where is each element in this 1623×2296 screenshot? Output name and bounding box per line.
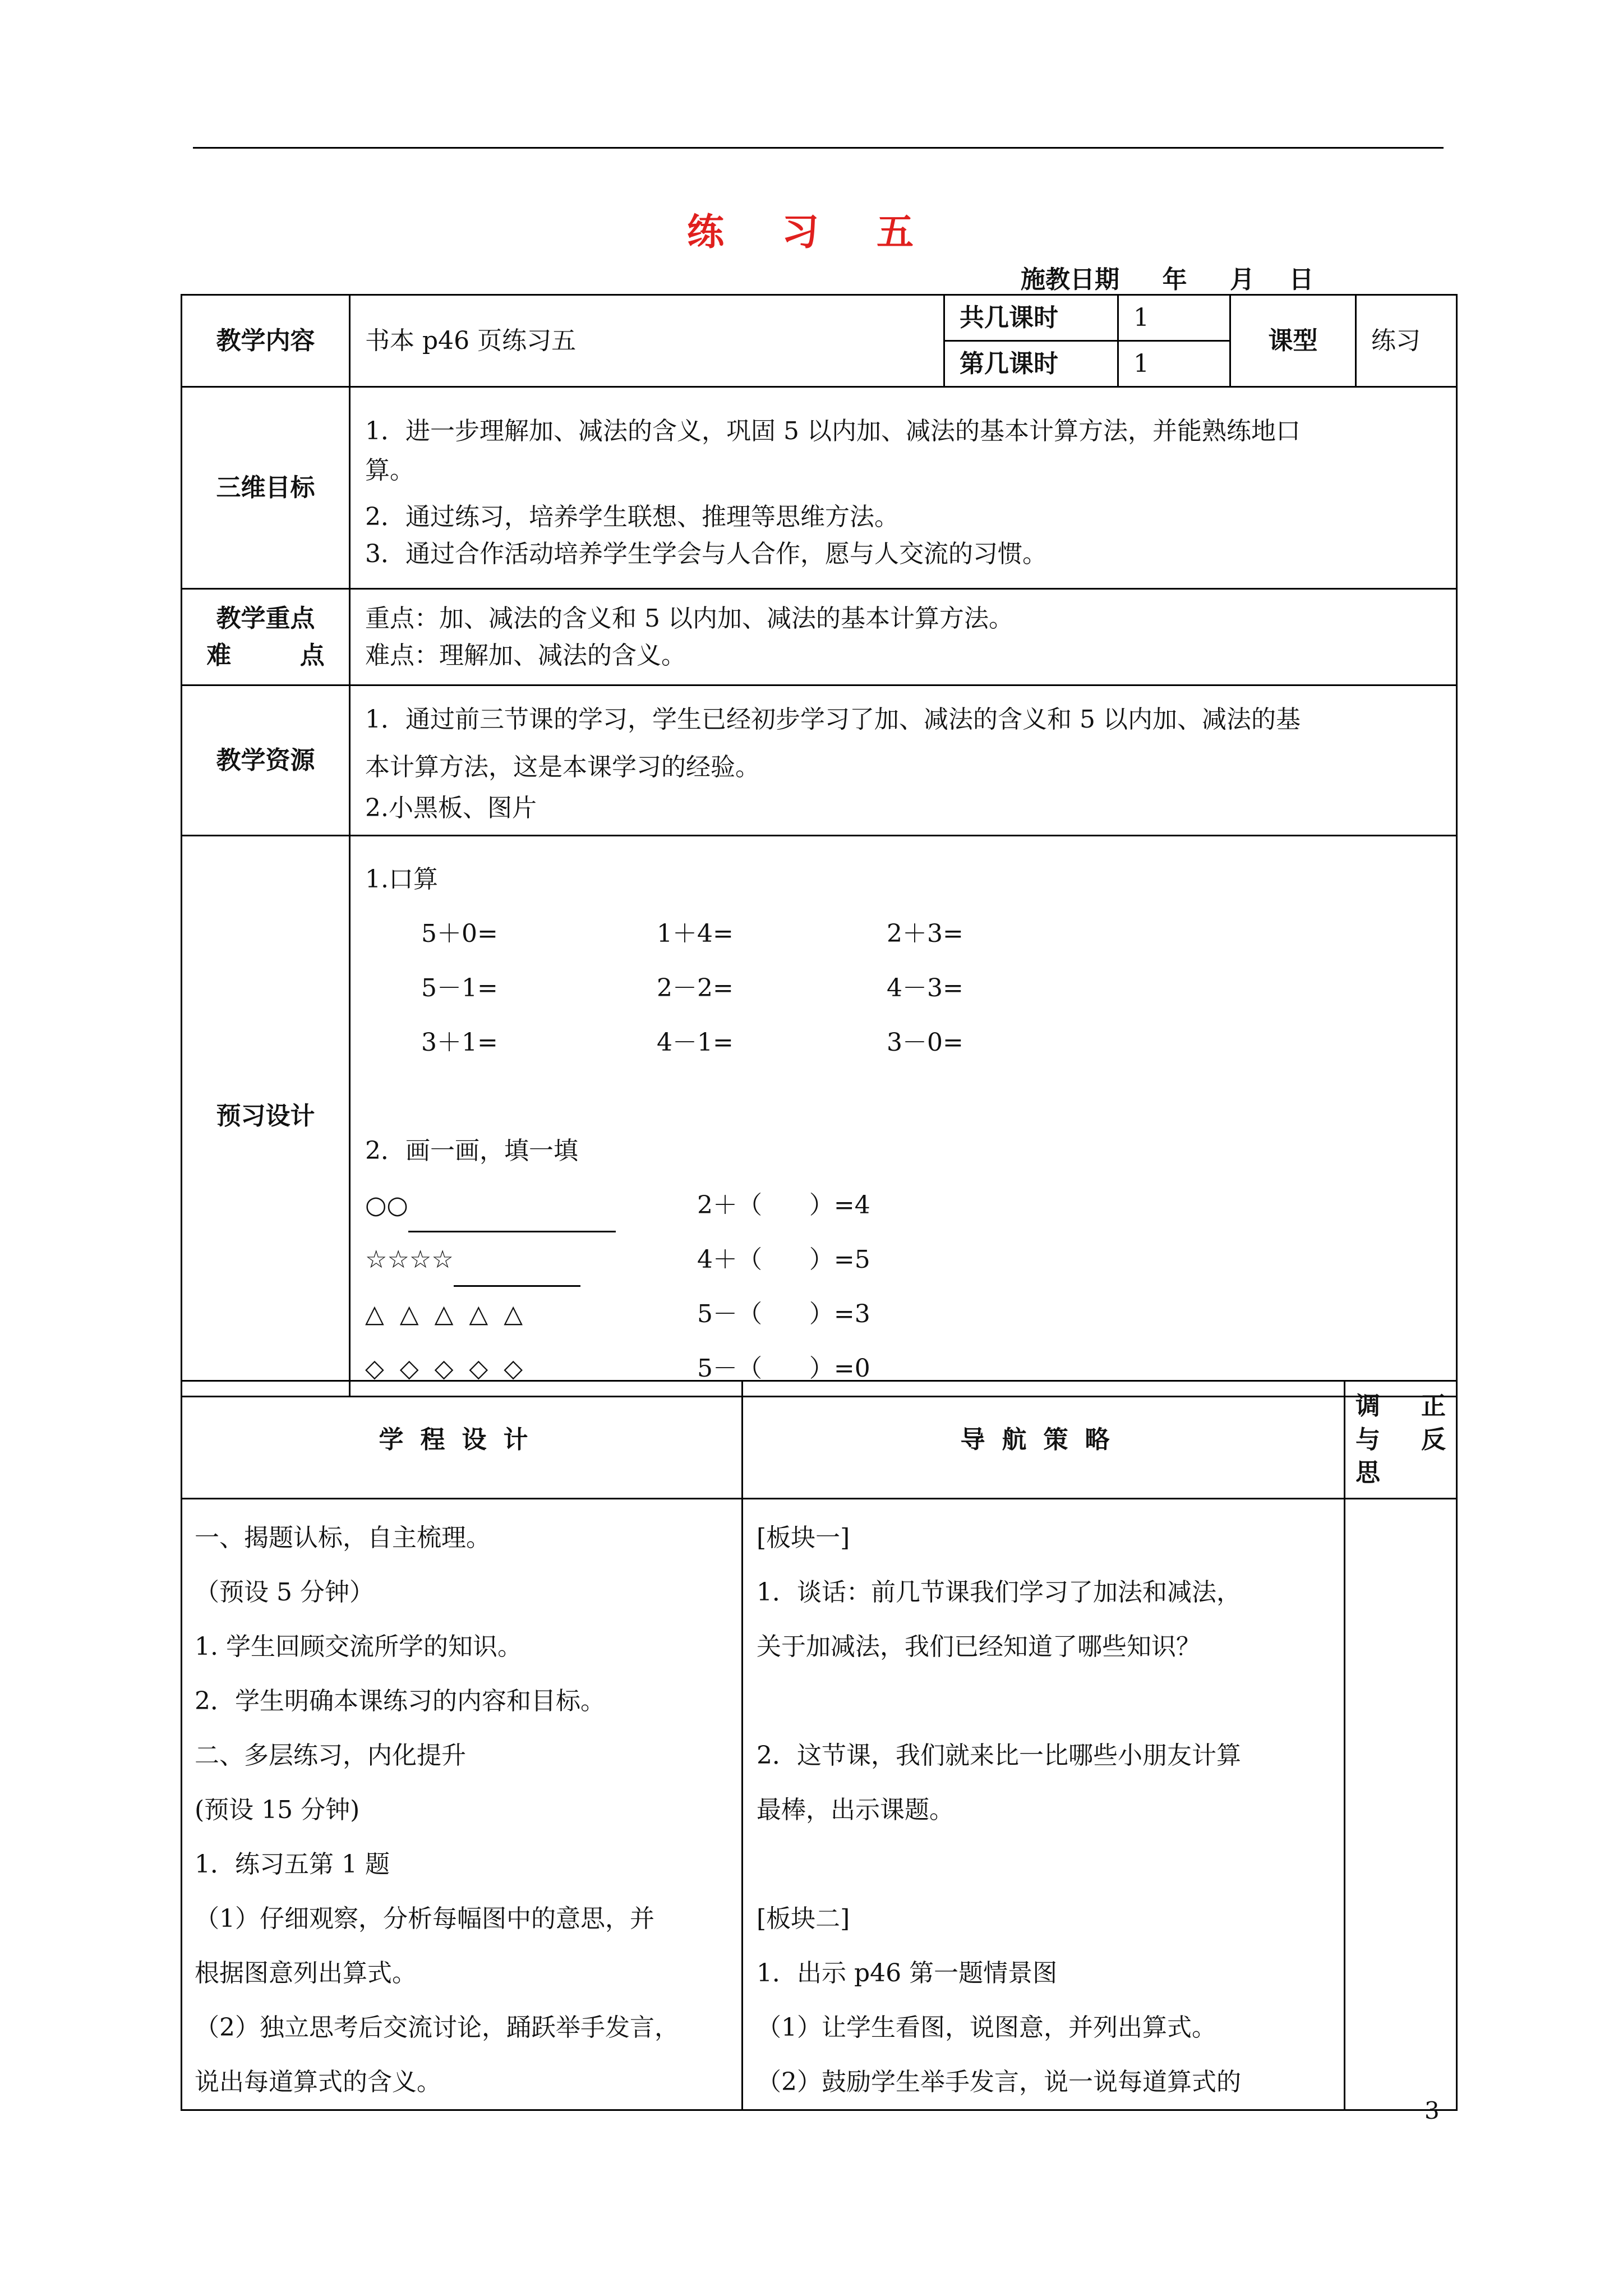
draw-fill-row: [365, 1287, 1441, 1341]
key-points-cell: [350, 589, 1457, 685]
adjust-reflect-cell: [1345, 1499, 1457, 2110]
strategy-line: 最棒，出示课题。: [757, 1796, 954, 1824]
shape-stars: ☆☆☆☆: [365, 1245, 454, 1274]
design-line: 一、揭题认标，自主梳理。: [195, 1524, 491, 1552]
adjust-char: 与: [1355, 1425, 1380, 1454]
teaching-date-line: 施教日期 年 月 日: [1021, 265, 1314, 294]
page-title: 练 习 五: [687, 210, 936, 254]
preview-label: 预习设计: [182, 836, 350, 1397]
strategy-line: 1．谈话：前几节课我们学习了加法和减法，: [757, 1578, 1241, 1607]
strategy-line: [757, 1837, 1332, 1892]
draw-fill-title: 2．画一画，填一填: [365, 1137, 578, 1165]
shape-triangles: △ △ △ △ △: [365, 1300, 523, 1328]
learning-design-cell: [182, 1499, 743, 2110]
total-hours-value: 1: [1118, 295, 1230, 341]
resource-line: 2.小黑板、图片: [365, 793, 537, 822]
strategy-line: [板块一]: [757, 1524, 850, 1552]
adjust-char: 思: [1355, 1458, 1380, 1488]
key-points-label-2: 难 点: [206, 641, 325, 670]
key-points-label: [182, 589, 350, 685]
guidance-strategy-header: 导航策略: [743, 1381, 1345, 1499]
oral-calc-item: 3＋1=: [421, 1028, 498, 1057]
design-line: （预设 5 分钟）: [195, 1578, 374, 1607]
oral-calc-item: 2＋3=: [887, 919, 963, 948]
strategy-line: （2）鼓励学生举手发言，说一说每道算式的: [757, 2068, 1241, 2096]
resource-line: 本计算方法，这是本课学习的经验。: [365, 752, 760, 781]
draw-fill-row: [365, 1232, 1441, 1287]
total-hours-label: 共几课时: [944, 295, 1118, 341]
design-line: 说出每道算式的含义。: [195, 2068, 441, 2096]
strategy-line: 1．出示 p46 第一题情景图: [757, 1959, 1058, 1987]
oral-calc-row: [421, 961, 1441, 1015]
goal-line: 1．进一步理解加、减法的含义，巩固 5 以内加、减法的基本计算方法，并能熟练地口: [365, 416, 1301, 445]
resources-cell: [350, 685, 1457, 836]
design-line: 2．学生明确本课练习的内容和目标。: [195, 1687, 605, 1715]
shape-diamonds: ◇ ◇ ◇ ◇ ◇: [365, 1354, 523, 1383]
lesson-info-table: [181, 294, 1458, 1397]
blank-line: [454, 1260, 580, 1287]
goal-line: 算。: [365, 455, 414, 485]
blank-line: [408, 1206, 616, 1232]
adjust-char: 调: [1355, 1392, 1380, 1421]
oral-calc-grid: [365, 907, 1441, 1070]
nth-hour-value: 1: [1118, 341, 1230, 387]
oral-calc-item: 5＋0=: [421, 919, 498, 948]
adjust-char: 正: [1421, 1392, 1446, 1421]
content-value: 书本 p46 页练习五: [350, 295, 944, 387]
strategy-line: 关于加减法，我们已经知道了哪些知识？: [757, 1632, 1201, 1661]
strategy-line: [板块二]: [757, 1904, 850, 1933]
preview-cell: [350, 836, 1457, 1397]
design-line: 1. 学生回顾交流所学的知识。: [195, 1632, 522, 1661]
fill-expression: 5－（ ）=3: [697, 1300, 870, 1328]
shape-circles: ○○: [365, 1191, 408, 1220]
draw-fill-row: [365, 1178, 1441, 1232]
goals-cell: [350, 387, 1457, 589]
goals-label: 三维目标: [182, 387, 350, 589]
oral-calc-item: 5－1=: [421, 974, 498, 1002]
nth-hour-label: 第几课时: [944, 341, 1118, 387]
key-point-line: 难点：理解加、减法的含义。: [365, 641, 686, 670]
lesson-type-value: 练习: [1356, 295, 1457, 387]
content-label: 教学内容: [182, 295, 350, 387]
fill-expression: 4＋（ ）=5: [697, 1245, 870, 1274]
header-rule: [193, 147, 1444, 149]
design-line: 1．练习五第 1 题: [195, 1850, 390, 1879]
strategy-line: 2．这节课，我们就来比一比哪些小朋友计算: [757, 1741, 1241, 1770]
fill-expression: 5－（ ）=0: [697, 1354, 870, 1383]
strategy-line: （1）让学生看图，说图意，并列出算式。: [757, 2013, 1216, 2042]
design-line: 根据图意列出算式。: [195, 1959, 417, 1987]
design-line: (预设 15 分钟): [195, 1796, 360, 1824]
design-line: （1）仔细观察，分析每幅图中的意思，并: [195, 1904, 654, 1933]
oral-calc-item: 1＋4=: [657, 919, 734, 948]
page-number: 3: [1424, 2097, 1440, 2124]
resource-line: 1．通过前三节课的学习，学生已经初步学习了加、减法的含义和 5 以内加、减法的基: [365, 705, 1301, 734]
goal-line: 3．通过合作活动培养学生学会与人合作，愿与人交流的习惯。: [365, 539, 1047, 568]
key-point-line: 重点：加、减法的含义和 5 以内加、减法的基本计算方法。: [365, 604, 1013, 633]
guidance-strategy-cell: [743, 1499, 1345, 2110]
goal-line: 2．通过练习，培养学生联想、推理等思维方法。: [365, 502, 899, 531]
oral-calc-row: [421, 1015, 1441, 1070]
strategy-line: [757, 1674, 1332, 1728]
key-points-label-1: 教学重点: [216, 604, 315, 633]
oral-calc-title: 1.口算: [365, 865, 438, 894]
oral-calc-row: [421, 907, 1441, 961]
lesson-design-table: [181, 1380, 1458, 2111]
design-line: （2）独立思考后交流讨论，踊跃举手发言，: [195, 2013, 679, 2042]
resources-label: 教学资源: [182, 685, 350, 836]
lesson-type-label: 课型: [1230, 295, 1356, 387]
oral-calc-item: 4－3=: [887, 974, 963, 1002]
oral-calc-item: 3－0=: [887, 1028, 963, 1057]
learning-design-header: 学程设计: [182, 1381, 743, 1499]
fill-expression: 2＋（ ）=4: [697, 1191, 870, 1220]
adjust-char: 反: [1421, 1425, 1446, 1454]
oral-calc-item: 2－2=: [657, 974, 734, 1002]
design-line: 二、多层练习，内化提升: [195, 1741, 466, 1770]
oral-calc-item: 4－1=: [657, 1028, 734, 1057]
adjust-reflect-header: [1345, 1381, 1457, 1499]
